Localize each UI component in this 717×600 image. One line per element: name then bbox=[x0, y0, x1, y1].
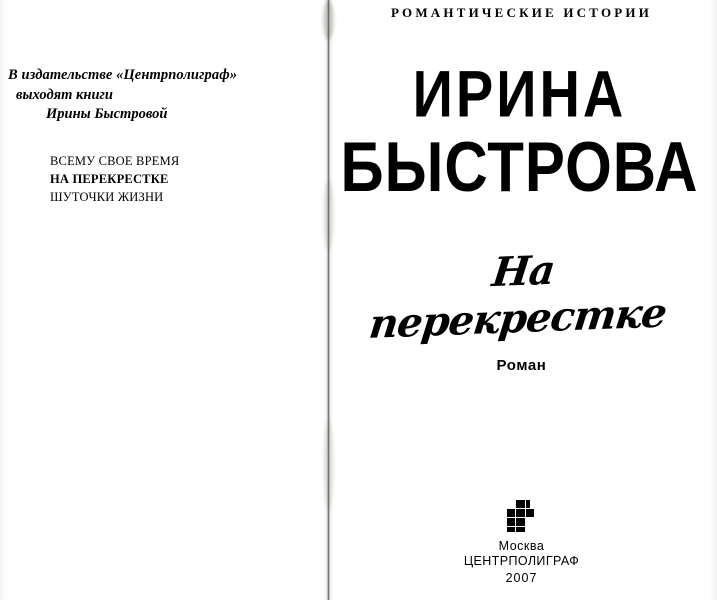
fold-smudge bbox=[323, 0, 334, 40]
series-name: РОМАНТИЧЕСКИЕ ИСТОРИИ bbox=[390, 5, 653, 20]
imprint-publisher: ЦЕНТРПОЛИГРАФ bbox=[463, 554, 580, 569]
centrpoligraf-logo-icon bbox=[505, 499, 539, 533]
fold-shadow-line bbox=[327, 0, 330, 600]
list-item: ВСЕМУ СВОЕ ВРЕМЯ bbox=[50, 154, 180, 168]
left-page bbox=[0, 0, 318, 600]
book-gutter-fold bbox=[318, 0, 340, 600]
other-books-list bbox=[50, 152, 250, 206]
author-last-name: БЫСТРОВА bbox=[340, 127, 699, 207]
list-item: НА ПЕРЕКРЕСТКЕ bbox=[50, 172, 169, 187]
book-title: На перекрестке bbox=[366, 246, 669, 348]
list-item: ШУТОЧКИ ЖИЗНИ bbox=[50, 190, 164, 205]
imprint-city: Москва bbox=[498, 538, 545, 553]
right-page bbox=[340, 0, 717, 600]
page-edge-shading-left bbox=[0, 0, 6, 600]
publisher-note-line-3: Ирины Быстровой bbox=[46, 106, 168, 123]
fold-smudge bbox=[323, 180, 334, 250]
imprint-block bbox=[340, 499, 703, 587]
fold-smudge bbox=[323, 420, 334, 510]
publisher-note-line-2: выходят книги bbox=[16, 86, 113, 103]
publisher-note-line-1: В издательстве «Центрполиграф» bbox=[8, 67, 238, 83]
page-edge-shading-right bbox=[709, 0, 717, 600]
publisher-note bbox=[8, 66, 268, 125]
genre-label: Роман bbox=[496, 357, 547, 374]
author-first-name: ИРИНА bbox=[412, 56, 627, 131]
imprint-year: 2007 bbox=[505, 570, 538, 585]
